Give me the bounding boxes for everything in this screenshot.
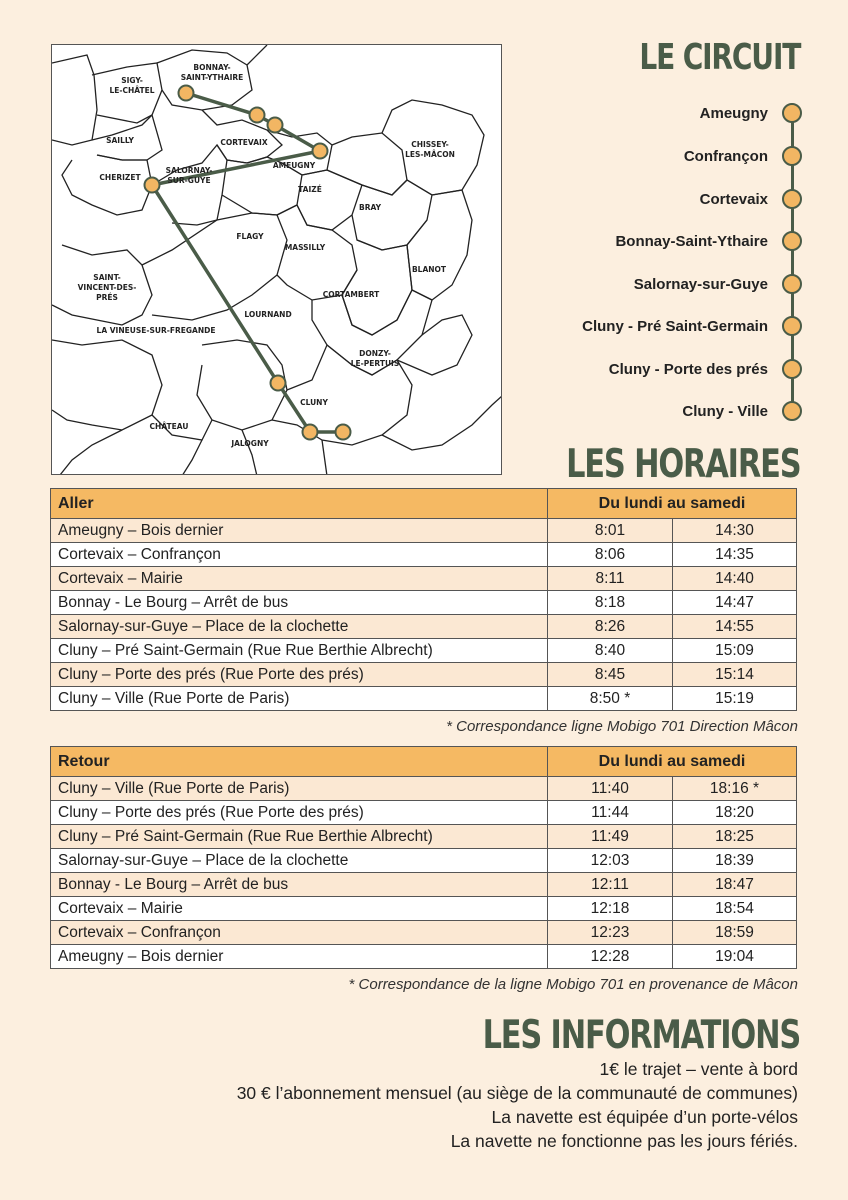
stop-dot-icon: [782, 231, 802, 251]
time-cell-morning: 11:44: [548, 801, 673, 825]
time-cell-morning: 12:03: [548, 849, 673, 873]
aller-header: Aller: [51, 489, 548, 519]
table-row: [51, 849, 797, 873]
stop-cell: Cortevaix – Confrançon: [51, 543, 548, 567]
time-cell-morning: 11:40: [548, 777, 673, 801]
time-cell-afternoon: 18:59: [673, 921, 797, 945]
label-sailly: SAILLY: [106, 136, 134, 145]
time-cell-afternoon: 18:20: [673, 801, 797, 825]
table-row: [51, 687, 797, 711]
table-row: [51, 921, 797, 945]
time-cell-afternoon: 18:16 *: [673, 777, 797, 801]
circuit-title: LE CIRCUIT: [639, 37, 800, 78]
time-cell-morning: 8:50 *: [548, 687, 673, 711]
time-cell-afternoon: 14:47: [673, 591, 797, 615]
aller-table: [50, 488, 797, 711]
time-cell-morning: 8:06: [548, 543, 673, 567]
label-lournand: LOURNAND: [244, 310, 292, 319]
label-cluny: CLUNY: [300, 398, 328, 407]
aller-body: [51, 519, 797, 711]
stop-cell: Cluny – Pré Saint-Germain (Rue Rue Berthie Albrecht): [51, 639, 548, 663]
stop-cell: Ameugny – Bois dernier: [51, 945, 548, 969]
time-cell-morning: 8:18: [548, 591, 673, 615]
label-sigy-2: LE-CHÂTEL: [109, 86, 155, 95]
time-cell-afternoon: 14:40: [673, 567, 797, 591]
stop-cell: Salornay-sur-Guye – Place de la clochette: [51, 849, 548, 873]
retour-note: * Correspondance de la ligne Mobigo 701 en provenance de Mâcon: [348, 976, 798, 993]
map-svg: [52, 45, 502, 475]
circuit-stop: [682, 400, 802, 422]
stop-name: Bonnay-Saint-Ythaire: [615, 232, 768, 250]
informations-block: [237, 1057, 798, 1153]
table-row: [51, 897, 797, 921]
label-cortevaix: CORTEVAIX: [220, 138, 268, 147]
label-donzy-2: LE-PERTUIS: [350, 359, 400, 368]
label-cortambert: CORTAMBERT: [322, 290, 380, 299]
stop-cell: Cortevaix – Mairie: [51, 897, 548, 921]
info-line-bike-rack: La navette est équipée d’un porte-vélos: [491, 1107, 798, 1127]
stop-cell: Bonnay - Le Bourg – Arrêt de bus: [51, 591, 548, 615]
stop-name: Salornay-sur-Guye: [633, 275, 768, 293]
time-cell-afternoon: 14:30: [673, 519, 797, 543]
info-line-subscription: 30 € l’abonnement mensuel (au siège de la communauté de communes): [236, 1083, 798, 1103]
commune-borders: [52, 45, 502, 475]
time-cell-morning: 12:18: [548, 897, 673, 921]
map-stop-cortevaix: [250, 108, 265, 123]
label-cherizet: CHERIZET: [99, 173, 141, 182]
circuit-stop: [582, 315, 802, 337]
time-cell-morning: 12:23: [548, 921, 673, 945]
circuit-stop: [684, 145, 802, 167]
stop-cell: Cluny – Ville (Rue Porte de Paris): [51, 687, 548, 711]
label-saint-vincent-1: SAINT-: [93, 273, 121, 282]
stop-dot-icon: [782, 146, 802, 166]
label-taize: TAIZÉ: [298, 185, 322, 194]
label-la-vineuse: LA VINEUSE-SUR-FREGANDE: [96, 326, 216, 335]
stop-name: Cortevaix: [699, 190, 768, 208]
stop-cell: Cortevaix – Confrançon: [51, 921, 548, 945]
stop-cell: Cluny – Porte des prés (Rue Porte des prés): [51, 801, 548, 825]
aller-note: * Correspondance ligne Mobigo 701 Direction Mâcon: [446, 718, 798, 735]
time-cell-morning: 12:11: [548, 873, 673, 897]
circuit-stop: [700, 188, 802, 210]
label-saint-vincent-2: VINCENT-DES-: [77, 283, 137, 292]
time-cell-morning: 8:11: [548, 567, 673, 591]
label-chateau: CHÂTEAU: [149, 422, 189, 431]
retour-header: Retour: [51, 747, 548, 777]
time-cell-morning: 11:49: [548, 825, 673, 849]
table-row: [51, 825, 797, 849]
stop-cell: Cluny – Ville (Rue Porte de Paris): [51, 777, 548, 801]
map-stop-ameugny: [313, 144, 328, 159]
table-row: [51, 519, 797, 543]
stop-dot-icon: [782, 401, 802, 421]
retour-days-header: Du lundi au samedi: [548, 747, 797, 777]
circuit-stop: [609, 358, 802, 380]
stop-dot-icon: [782, 316, 802, 336]
stop-name: Confrançon: [683, 147, 768, 165]
table-row: [51, 663, 797, 687]
route-map: [51, 44, 502, 475]
stop-dot-icon: [782, 359, 802, 379]
retour-table: [50, 746, 797, 969]
stop-cell: Cortevaix – Mairie: [51, 567, 548, 591]
map-stop-salornay: [145, 178, 160, 193]
table-row: [51, 639, 797, 663]
time-cell-afternoon: 19:04: [673, 945, 797, 969]
label-ameugny: AMEUGNY: [272, 161, 316, 170]
stop-cell: Cluny – Porte des prés (Rue Porte des prés): [51, 663, 548, 687]
circuit-stop: [700, 102, 802, 124]
label-chissey-1: CHISSEY-: [411, 140, 449, 149]
map-stop-cluny-ville: [336, 425, 351, 440]
circuit-stop-list: [472, 93, 802, 433]
time-cell-afternoon: 18:54: [673, 897, 797, 921]
time-cell-afternoon: 15:14: [673, 663, 797, 687]
time-cell-afternoon: 15:09: [673, 639, 797, 663]
stop-cell: Ameugny – Bois dernier: [51, 519, 548, 543]
table-row: [51, 801, 797, 825]
stop-cell: Salornay-sur-Guye – Place de la clochette: [51, 615, 548, 639]
label-chissey-2: LES-MÂCON: [405, 150, 455, 159]
table-row: [51, 591, 797, 615]
table-row: [51, 777, 797, 801]
label-saint-vincent-3: PRÉS: [96, 293, 118, 302]
time-cell-afternoon: 18:25: [673, 825, 797, 849]
stop-cell: Bonnay - Le Bourg – Arrêt de bus: [51, 873, 548, 897]
label-jalogny: JALOGNY: [231, 439, 269, 448]
time-cell-morning: 8:40: [548, 639, 673, 663]
stop-dot-icon: [782, 189, 802, 209]
label-flagy: FLAGY: [236, 232, 264, 241]
table-row: [51, 945, 797, 969]
informations-title: LES INFORMATIONS: [482, 1013, 800, 1058]
table-row: [51, 567, 797, 591]
stop-dot-icon: [782, 274, 802, 294]
table-row: [51, 543, 797, 567]
label-donzy-1: DONZY-: [359, 349, 391, 358]
label-bonnay-1: BONNAY-: [193, 63, 231, 72]
label-salornay-1: SALORNAY-: [165, 166, 213, 175]
time-cell-afternoon: 14:35: [673, 543, 797, 567]
map-stop-confrancon: [268, 118, 283, 133]
map-stop-cluny-pre: [271, 376, 286, 391]
horaires-title: LES HORAIRES: [565, 442, 800, 487]
info-line-price: 1€ le trajet – vente à bord: [599, 1059, 798, 1079]
table-row: [51, 615, 797, 639]
time-cell-morning: 8:01: [548, 519, 673, 543]
stop-name: Ameugny: [699, 104, 768, 122]
label-blanot: BLANOT: [411, 265, 447, 274]
time-cell-afternoon: 14:55: [673, 615, 797, 639]
time-cell-afternoon: 18:47: [673, 873, 797, 897]
time-cell-morning: 8:45: [548, 663, 673, 687]
stop-name: Cluny - Pré Saint-Germain: [582, 317, 768, 335]
stop-dot-icon: [782, 103, 802, 123]
time-cell-afternoon: 18:39: [673, 849, 797, 873]
circuit-stop: [634, 273, 802, 295]
stop-name: Cluny - Porte des prés: [608, 360, 768, 378]
time-cell-morning: 12:28: [548, 945, 673, 969]
stop-cell: Cluny – Pré Saint-Germain (Rue Rue Berthie Albrecht): [51, 825, 548, 849]
retour-body: [51, 777, 797, 969]
circuit-stop: [615, 230, 802, 252]
time-cell-afternoon: 15:19: [673, 687, 797, 711]
label-massilly: MASSILLY: [284, 243, 326, 252]
label-salornay-2: SUR-GUYE: [167, 176, 211, 185]
label-bray: BRAY: [358, 203, 382, 212]
table-row: [51, 873, 797, 897]
stop-name: Cluny - Ville: [682, 402, 768, 420]
label-sigy-1: SIGY-: [121, 76, 143, 85]
map-stop-bonnay: [179, 86, 194, 101]
time-cell-morning: 8:26: [548, 615, 673, 639]
aller-days-header: Du lundi au samedi: [548, 489, 797, 519]
info-line-holidays: La navette ne fonctionne pas les jours fériés.: [450, 1131, 798, 1151]
label-bonnay-2: SAINT-YTHAIRE: [180, 73, 244, 82]
map-stop-cluny-porte: [303, 425, 318, 440]
